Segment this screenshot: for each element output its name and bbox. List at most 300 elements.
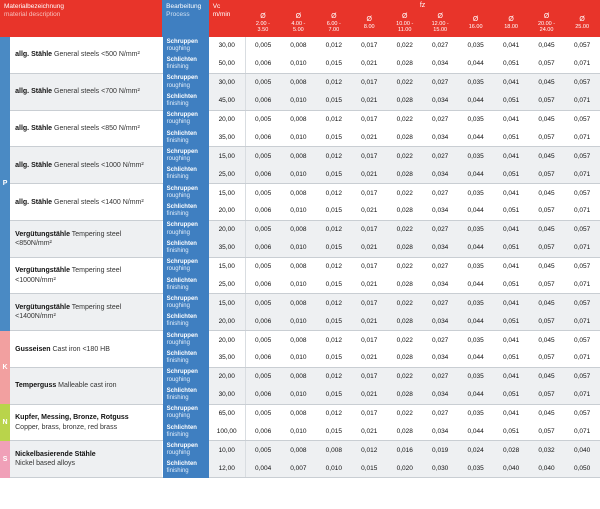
vc-value: 50,00 [209, 55, 245, 73]
fz-value-d1: 0,005 [245, 73, 280, 91]
process-cell-rough [162, 73, 209, 91]
vc-value: 35,00 [209, 239, 245, 257]
fz-value-d9: 0,045 [529, 294, 564, 312]
material-name-de: allg. Stähle [15, 161, 53, 169]
process-label-de: Schlichten [166, 240, 197, 247]
fz-value-d5: 0,022 [387, 184, 422, 202]
fz-value-d9: 0,045 [529, 73, 564, 91]
fz-value-d6: 0,030 [422, 459, 457, 477]
fz-value-d3: 0,012 [316, 294, 351, 312]
material-name-de: allg. Stähle [15, 125, 53, 132]
fz-value-d9: 0,057 [529, 202, 564, 220]
fz-value-d8: 0,041 [493, 184, 528, 202]
header-process [162, 0, 209, 37]
fz-value-d4: 0,017 [352, 367, 387, 385]
diameter-range-to: 11.00 [398, 27, 412, 34]
process-label-de: Schlichten [166, 167, 197, 174]
header-fz: fz [245, 0, 600, 11]
process-cell-rough [162, 331, 209, 349]
fz-value-d10: 0,057 [564, 73, 600, 91]
vc-value: 100,00 [209, 423, 245, 441]
fz-value-d9: 0,045 [529, 147, 564, 165]
fz-value-d7: 0,035 [458, 220, 493, 238]
diameter-range-from: 10.00 - [396, 21, 414, 28]
fz-value-d5: 0,022 [387, 147, 422, 165]
fz-value-d1: 0,006 [245, 129, 280, 147]
fz-value-d3: 0,010 [316, 459, 351, 477]
process-label-de: Schruppen [166, 185, 198, 192]
vc-value: 20,00 [209, 312, 245, 330]
fz-value-d1: 0,005 [245, 294, 280, 312]
fz-value-d10: 0,057 [564, 294, 600, 312]
process-label-de: Schruppen [166, 222, 198, 229]
fz-value-d7: 0,044 [458, 386, 493, 404]
fz-value-d8: 0,051 [493, 202, 528, 220]
fz-value-d6: 0,034 [422, 55, 457, 73]
header-material [0, 0, 162, 37]
fz-value-d8: 0,051 [493, 129, 528, 147]
fz-value-d2: 0,008 [281, 404, 316, 422]
fz-value-d5: 0,022 [387, 37, 422, 55]
fz-value-d1: 0,006 [245, 92, 280, 110]
fz-value-d2: 0,010 [281, 55, 316, 73]
fz-value-d2: 0,008 [281, 367, 316, 385]
fz-value-d6: 0,027 [422, 37, 457, 55]
process-label-en: finishing [166, 64, 189, 71]
vc-value: 10,00 [209, 441, 245, 459]
fz-value-d9: 0,057 [529, 312, 564, 330]
fz-value-d10: 0,050 [564, 459, 600, 477]
header-vc [209, 0, 245, 37]
fz-value-d8: 0,041 [493, 294, 528, 312]
process-cell-finish [162, 386, 209, 404]
header-diameter-7 [458, 11, 493, 37]
fz-value-d9: 0,057 [529, 239, 564, 257]
vc-value: 30,00 [209, 73, 245, 91]
fz-value-d8: 0,041 [493, 110, 528, 128]
fz-value-d2: 0,010 [281, 423, 316, 441]
fz-value-d2: 0,010 [281, 129, 316, 147]
fz-value-d2: 0,008 [281, 73, 316, 91]
process-cell-finish [162, 423, 209, 441]
process-label-de: Schlichten [166, 461, 197, 468]
fz-value-d6: 0,034 [422, 276, 457, 294]
material-name-cell [10, 294, 162, 331]
process-label-de: Schruppen [166, 332, 198, 339]
process-label-en: finishing [166, 321, 189, 328]
fz-value-d1: 0,005 [245, 184, 280, 202]
diameter-range-from: 8.00 [363, 24, 375, 31]
process-label-en: roughing [166, 192, 190, 199]
fz-value-d2: 0,008 [281, 331, 316, 349]
fz-value-d7: 0,035 [458, 73, 493, 91]
process-cell-finish [162, 92, 209, 110]
fz-value-d10: 0,057 [564, 404, 600, 422]
fz-value-d2: 0,010 [281, 349, 316, 367]
vc-value: 30,00 [209, 386, 245, 404]
fz-value-d2: 0,010 [281, 165, 316, 183]
fz-value-d5: 0,022 [387, 220, 422, 238]
fz-value-d5: 0,020 [387, 459, 422, 477]
fz-value-d7: 0,044 [458, 349, 493, 367]
fz-value-d4: 0,017 [352, 37, 387, 55]
fz-value-d1: 0,006 [245, 386, 280, 404]
fz-value-d1: 0,005 [245, 404, 280, 422]
fz-value-d2: 0,010 [281, 276, 316, 294]
header-diameter-3 [316, 11, 351, 37]
diameter-range-to: 7.00 [328, 27, 340, 34]
diameter-symbol: Ø [331, 13, 337, 20]
diameter-range-to: 5.00 [293, 27, 304, 34]
diameter-range-from: 16.00 [468, 24, 483, 31]
fz-value-d1: 0,006 [245, 55, 280, 73]
fz-value-d6: 0,027 [422, 147, 457, 165]
fz-value-d7: 0,035 [458, 110, 493, 128]
fz-value-d6: 0,034 [422, 386, 457, 404]
material-group-p: P [0, 37, 10, 331]
fz-value-d4: 0,017 [352, 73, 387, 91]
fz-value-d8: 0,040 [493, 459, 528, 477]
fz-value-d10: 0,040 [564, 441, 600, 459]
fz-value-d4: 0,021 [352, 92, 387, 110]
fz-value-d3: 0,008 [316, 441, 351, 459]
fz-value-d10: 0,071 [564, 55, 600, 73]
process-label-de: Schlichten [166, 93, 197, 100]
fz-value-d8: 0,051 [493, 92, 528, 110]
diameter-symbol: Ø [366, 16, 372, 24]
fz-value-d2: 0,010 [281, 202, 316, 220]
fz-value-d5: 0,028 [387, 386, 422, 404]
vc-value: 15,00 [209, 184, 245, 202]
header-vc-unit: m/min [212, 11, 231, 19]
fz-value-d9: 0,032 [529, 441, 564, 459]
fz-value-d9: 0,045 [529, 37, 564, 55]
fz-value-d9: 0,045 [529, 404, 564, 422]
fz-value-d4: 0,017 [352, 294, 387, 312]
process-label-en: finishing [166, 137, 189, 144]
fz-value-d2: 0,008 [281, 441, 316, 459]
fz-value-d2: 0,008 [281, 147, 316, 165]
fz-value-d6: 0,034 [422, 423, 457, 441]
diameter-symbol: Ø [543, 13, 550, 20]
fz-value-d8: 0,041 [493, 257, 528, 275]
process-label-en: roughing [166, 339, 190, 346]
fz-value-d7: 0,044 [458, 239, 493, 257]
process-label-de: Schlichten [166, 57, 197, 64]
fz-value-d1: 0,006 [245, 312, 280, 330]
material-group-n: N [0, 404, 10, 441]
fz-value-d8: 0,051 [493, 349, 528, 367]
fz-value-d6: 0,027 [422, 110, 457, 128]
fz-value-d2: 0,010 [281, 239, 316, 257]
fz-value-d5: 0,028 [387, 276, 422, 294]
table-row [0, 220, 600, 238]
fz-value-d5: 0,028 [387, 239, 422, 257]
vc-value: 30,00 [209, 37, 245, 55]
fz-value-d9: 0,045 [529, 367, 564, 385]
fz-value-d4: 0,021 [352, 129, 387, 147]
fz-value-d6: 0,027 [422, 331, 457, 349]
process-cell-finish [162, 349, 209, 367]
header-diameter-9 [529, 11, 564, 37]
fz-value-d9: 0,045 [529, 110, 564, 128]
fz-value-d3: 0,012 [316, 367, 351, 385]
fz-value-d6: 0,034 [422, 312, 457, 330]
fz-value-d9: 0,040 [529, 459, 564, 477]
fz-value-d10: 0,071 [564, 165, 600, 183]
fz-value-d8: 0,051 [493, 239, 528, 257]
diameter-range-to: 3.50 [257, 27, 269, 34]
fz-value-d1: 0,005 [245, 37, 280, 55]
fz-value-d5: 0,016 [387, 441, 422, 459]
diameter-symbol: Ø [472, 16, 479, 24]
material-name-cell [10, 367, 162, 404]
fz-value-d10: 0,057 [564, 220, 600, 238]
fz-value-d6: 0,034 [422, 165, 457, 183]
material-name-en: General steels <700 N/mm² [52, 88, 140, 96]
fz-value-d4: 0,021 [352, 165, 387, 183]
fz-value-d2: 0,008 [281, 220, 316, 238]
process-label-de: Schruppen [166, 369, 198, 376]
header-diameter-5 [387, 11, 422, 37]
fz-value-d3: 0,015 [316, 239, 351, 257]
process-cell-finish [162, 276, 209, 294]
diameter-symbol: Ø [579, 16, 585, 24]
fz-value-d2: 0,008 [281, 184, 316, 202]
vc-value: 20,00 [209, 331, 245, 349]
table-header [0, 0, 600, 37]
fz-value-d6: 0,027 [422, 404, 457, 422]
fz-value-d8: 0,051 [493, 423, 528, 441]
process-cell-rough [162, 220, 209, 238]
process-label-en: finishing [166, 284, 189, 291]
vc-value: 35,00 [209, 129, 245, 147]
process-label-en: finishing [166, 174, 189, 181]
material-name-de: allg. Stähle [15, 198, 53, 206]
material-name-en: General steels <1000 N/mm² [52, 161, 144, 169]
fz-value-d7: 0,044 [458, 165, 493, 183]
material-name-cell [10, 220, 162, 257]
header-diameter-10 [564, 11, 600, 37]
fz-value-d10: 0,057 [564, 147, 600, 165]
fz-value-d9: 0,045 [529, 184, 564, 202]
table-row [0, 184, 600, 202]
fz-value-d7: 0,035 [458, 37, 493, 55]
fz-value-d8: 0,041 [493, 147, 528, 165]
fz-value-d5: 0,022 [387, 294, 422, 312]
vc-value: 15,00 [209, 257, 245, 275]
fz-value-d7: 0,035 [458, 404, 493, 422]
material-name-en: Nickel based alloys [15, 460, 76, 468]
diameter-symbol: Ø [260, 13, 266, 20]
fz-value-d2: 0,010 [281, 92, 316, 110]
fz-value-d5: 0,022 [387, 367, 422, 385]
fz-value-d1: 0,006 [245, 239, 280, 257]
fz-value-d4: 0,017 [352, 110, 387, 128]
material-name-cell [10, 184, 162, 221]
material-name-en: Copper, brass, bronze, red brass [15, 423, 118, 431]
fz-value-d6: 0,027 [422, 220, 457, 238]
header-diameter-8 [493, 11, 528, 37]
process-label-de: Schruppen [166, 148, 198, 155]
fz-value-d10: 0,071 [564, 386, 600, 404]
process-label-en: finishing [166, 358, 189, 365]
material-name-de: allg. Stähle [15, 88, 53, 96]
header-vc-label: Vc [212, 3, 221, 10]
material-name-en: Tempering steel <1000N/mm² [15, 267, 122, 284]
fz-value-d10: 0,057 [564, 257, 600, 275]
vc-value: 65,00 [209, 404, 245, 422]
fz-value-d8: 0,051 [493, 165, 528, 183]
fz-value-d9: 0,045 [529, 220, 564, 238]
fz-value-d4: 0,017 [352, 257, 387, 275]
process-label-en: roughing [166, 156, 190, 163]
fz-value-d4: 0,021 [352, 239, 387, 257]
fz-value-d9: 0,057 [529, 276, 564, 294]
fz-value-d2: 0,008 [281, 110, 316, 128]
fz-value-d9: 0,057 [529, 92, 564, 110]
table-row [0, 404, 600, 422]
fz-value-d7: 0,044 [458, 92, 493, 110]
header-row-titles [0, 0, 600, 11]
fz-value-d7: 0,035 [458, 367, 493, 385]
fz-value-d10: 0,071 [564, 92, 600, 110]
diameter-range-from: 6.00 - [326, 21, 341, 28]
process-label-de: Schlichten [166, 424, 197, 431]
material-name-en: General steels <500 N/mm² [52, 51, 140, 59]
process-label-de: Schlichten [166, 130, 197, 137]
fz-value-d3: 0,015 [316, 92, 351, 110]
fz-value-d9: 0,057 [529, 349, 564, 367]
fz-value-d8: 0,051 [493, 312, 528, 330]
fz-value-d4: 0,021 [352, 55, 387, 73]
process-label-de: Schlichten [166, 277, 197, 284]
material-name-cell [10, 37, 162, 74]
material-name-de: Nickelbasierende Stähle [15, 451, 96, 459]
vc-value: 20,00 [209, 202, 245, 220]
table-row [0, 110, 600, 128]
material-name-en: Tempering steel <850N/mm² [15, 230, 122, 247]
material-name-cell [10, 147, 162, 184]
fz-value-d5: 0,022 [387, 110, 422, 128]
process-cell-finish [162, 459, 209, 477]
header-process-en: Process [166, 11, 190, 19]
header-diameter-6 [422, 11, 457, 37]
fz-value-d3: 0,012 [316, 147, 351, 165]
fz-value-d3: 0,012 [316, 184, 351, 202]
header-material-de: Materialbezeichnung [4, 3, 64, 10]
diameter-symbol: Ø [402, 13, 408, 20]
diameter-range-to: 15.00 [433, 27, 448, 34]
process-label-de: Schruppen [166, 406, 198, 413]
process-label-en: roughing [166, 82, 190, 89]
process-label-de: Schruppen [166, 38, 198, 45]
process-cell-rough [162, 294, 209, 312]
fz-value-d6: 0,034 [422, 129, 457, 147]
material-name-cell [10, 404, 162, 441]
fz-value-d8: 0,051 [493, 55, 528, 73]
fz-value-d5: 0,028 [387, 312, 422, 330]
material-name-cell [10, 110, 162, 147]
fz-value-d1: 0,006 [245, 202, 280, 220]
fz-value-d4: 0,021 [352, 276, 387, 294]
fz-value-d8: 0,041 [493, 331, 528, 349]
process-cell-finish [162, 202, 209, 220]
process-label-de: Schruppen [166, 295, 198, 302]
fz-value-d1: 0,005 [245, 367, 280, 385]
material-name-de: Gusseisen [15, 345, 51, 353]
fz-value-d5: 0,028 [387, 423, 422, 441]
process-label-de: Schruppen [166, 75, 198, 82]
vc-value: 15,00 [209, 294, 245, 312]
fz-value-d3: 0,015 [316, 55, 351, 73]
fz-value-d7: 0,044 [458, 129, 493, 147]
process-cell-rough [162, 147, 209, 165]
fz-value-d6: 0,034 [422, 239, 457, 257]
fz-value-d5: 0,028 [387, 55, 422, 73]
fz-value-d3: 0,012 [316, 37, 351, 55]
fz-value-d7: 0,035 [458, 147, 493, 165]
fz-value-d6: 0,027 [422, 73, 457, 91]
vc-value: 20,00 [209, 367, 245, 385]
vc-value: 20,00 [209, 110, 245, 128]
fz-value-d5: 0,028 [387, 202, 422, 220]
fz-value-d5: 0,028 [387, 92, 422, 110]
fz-value-d6: 0,027 [422, 257, 457, 275]
process-cell-finish [162, 55, 209, 73]
fz-value-d1: 0,005 [245, 147, 280, 165]
fz-value-d7: 0,044 [458, 312, 493, 330]
fz-value-d6: 0,034 [422, 349, 457, 367]
process-cell-rough [162, 184, 209, 202]
fz-value-d8: 0,041 [493, 404, 528, 422]
vc-value: 20,00 [209, 220, 245, 238]
vc-value: 45,00 [209, 92, 245, 110]
fz-value-d9: 0,057 [529, 423, 564, 441]
fz-value-d10: 0,071 [564, 349, 600, 367]
process-label-de: Schlichten [166, 204, 197, 211]
process-label-en: roughing [166, 266, 190, 273]
fz-value-d1: 0,006 [245, 165, 280, 183]
vc-value: 25,00 [209, 276, 245, 294]
process-label-de: Schruppen [166, 112, 198, 119]
fz-value-d4: 0,021 [352, 423, 387, 441]
fz-value-d2: 0,008 [281, 257, 316, 275]
fz-value-d9: 0,057 [529, 129, 564, 147]
fz-value-d5: 0,028 [387, 129, 422, 147]
fz-value-d2: 0,010 [281, 312, 316, 330]
fz-value-d10: 0,057 [564, 367, 600, 385]
fz-value-d8: 0,051 [493, 386, 528, 404]
table-row [0, 367, 600, 385]
material-name-cell [10, 257, 162, 294]
process-label-en: roughing [166, 413, 190, 420]
fz-value-d10: 0,071 [564, 239, 600, 257]
table-row [0, 331, 600, 349]
process-label-en: finishing [166, 394, 189, 401]
fz-value-d9: 0,045 [529, 257, 564, 275]
material-name-cell [10, 73, 162, 110]
fz-value-d3: 0,015 [316, 165, 351, 183]
process-label-en: roughing [166, 450, 190, 457]
fz-value-d10: 0,057 [564, 184, 600, 202]
fz-value-d3: 0,012 [316, 404, 351, 422]
process-label-en: finishing [166, 468, 189, 475]
fz-value-d9: 0,057 [529, 386, 564, 404]
process-cell-rough [162, 367, 209, 385]
header-process-de: Bearbeitung [166, 3, 202, 10]
fz-value-d4: 0,021 [352, 386, 387, 404]
